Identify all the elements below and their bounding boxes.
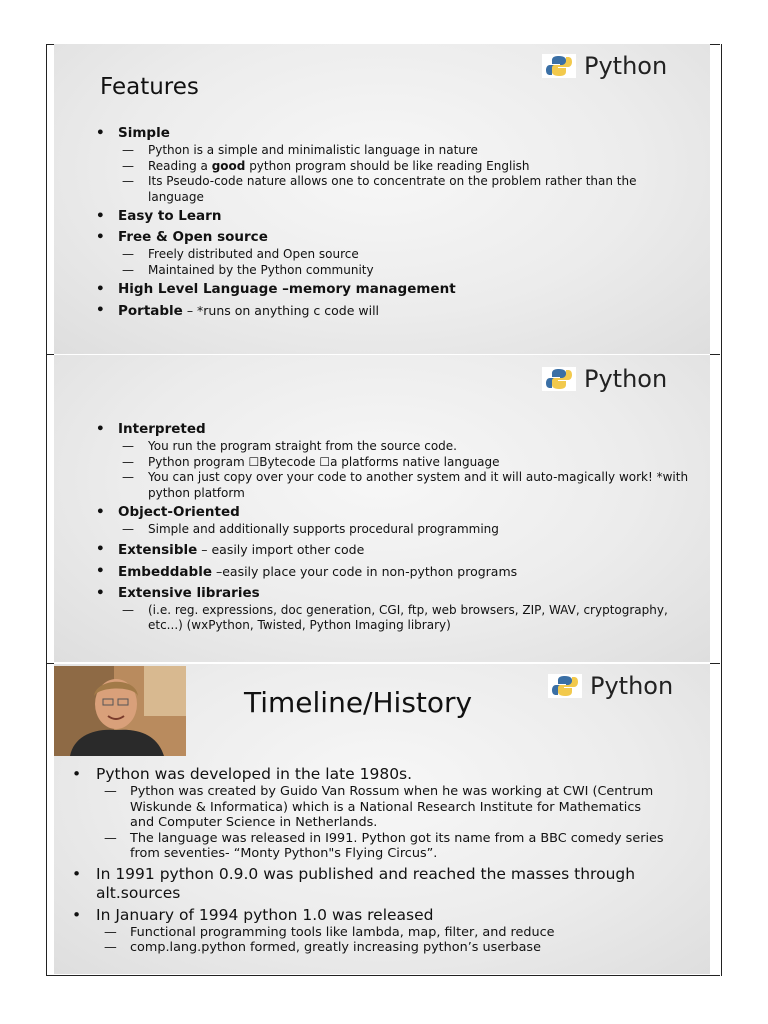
slide-features xyxy=(54,44,710,354)
sub-item xyxy=(118,159,694,175)
python-logo xyxy=(542,52,667,80)
sub-item: — You run the program straight from the source code. xyxy=(118,439,694,455)
sub-item: — Python is a simple and minimalistic language in nature xyxy=(118,143,694,159)
bullet-item xyxy=(94,124,694,205)
sub-item: — (i.e. reg. expressions, doc generation, CGI, ftp, web browsers, ZIP, WAV, cryptography, etc...) (wxPython, Twisted, Python Imaging library) xyxy=(118,603,694,634)
sub-item: — comp.lang.python formed, greatly increasing python’s userbase xyxy=(100,940,666,956)
bullet-label: High Level Language –memory management xyxy=(118,281,456,297)
bullet-label: Easy to Learn xyxy=(118,208,222,224)
python-logo-icon xyxy=(542,54,576,78)
slide-title: Features xyxy=(100,74,199,100)
guido-photo xyxy=(54,666,186,756)
bullet-label: Python was developed in the late 1980s. xyxy=(96,765,413,783)
python-logo xyxy=(548,672,673,700)
python-logo-word: Python xyxy=(584,365,668,393)
bullet-label: In 1991 python 0.9.0 was published and reached the masses through alt.sources xyxy=(96,864,636,902)
sub-item: — Maintained by the Python community xyxy=(118,263,694,279)
bullet-detail: – easily import other code xyxy=(197,541,365,557)
python-logo-word: Python xyxy=(584,52,668,80)
python-logo xyxy=(542,365,667,393)
sub-item: — Its Pseudo-code nature allows one to concentrate on the problem rather than the language xyxy=(118,174,694,205)
bullet-label: Portable xyxy=(118,303,183,319)
bullet-item xyxy=(94,301,694,321)
sub-list xyxy=(100,784,666,862)
bullet-item xyxy=(66,765,666,862)
bullet-item xyxy=(66,906,666,956)
bullet-item xyxy=(94,540,694,560)
slide-interpreted xyxy=(54,355,710,662)
frame-tick xyxy=(46,663,54,664)
python-logo-icon xyxy=(542,367,576,391)
bullet-item xyxy=(94,503,694,538)
bullet-item xyxy=(94,280,694,299)
frame-tick xyxy=(710,663,720,664)
bullet-label: Interpreted xyxy=(118,421,206,437)
emphasis-text: good xyxy=(211,158,246,173)
bullet-item xyxy=(66,865,666,903)
sub-text: Reading a xyxy=(148,158,212,173)
sub-item: — Python was created by Guido Van Rossum when he was working at CWI (Centrum Wiskunde & Informatica) which is a National Research Institute for Mathematics and Computer Science in Netherlands. xyxy=(100,784,666,831)
sub-list xyxy=(118,247,694,278)
bullet-list xyxy=(94,122,694,321)
sub-list xyxy=(118,522,694,538)
sub-item: — The language was released in I991. Python got its name from a BBC comedy series from seventies- “Monty Python"s Flying Circus”. xyxy=(100,831,666,862)
python-logo-icon xyxy=(548,674,582,698)
frame-tick xyxy=(46,354,54,355)
bullet-label: Embeddable xyxy=(118,563,212,580)
bullet-label: Simple xyxy=(118,125,170,141)
python-logo-word: Python xyxy=(590,672,674,700)
frame-tick xyxy=(46,975,720,976)
frame-tick xyxy=(710,354,720,355)
bullet-list xyxy=(94,418,694,634)
sub-list xyxy=(118,143,694,205)
bullet-item xyxy=(94,420,694,501)
bullet-label: Extensible xyxy=(118,541,198,558)
bullet-item xyxy=(94,584,694,634)
sub-list xyxy=(118,603,694,634)
bullet-detail: – *runs on anything c code will xyxy=(182,303,380,318)
bullet-item xyxy=(94,207,694,226)
slide-timeline xyxy=(54,664,710,974)
bullet-detail: –easily place your code in non-python programs xyxy=(212,563,518,579)
sub-item: — Freely distributed and Open source xyxy=(118,247,694,263)
sub-list xyxy=(100,925,666,956)
sub-list xyxy=(118,439,694,501)
bullet-label: Extensive libraries xyxy=(118,584,260,601)
sub-item: — You can just copy over your code to another system and it will auto-magically work! *with python platform xyxy=(118,470,694,501)
slide-title: Timeline/History xyxy=(244,686,473,719)
sub-text: python program should be like reading English xyxy=(245,158,530,173)
bullet-label: In January of 1994 python 1.0 was released xyxy=(96,905,434,924)
bullet-item xyxy=(94,228,694,278)
bullet-list xyxy=(66,762,666,956)
bullet-label: Free & Open source xyxy=(118,229,268,245)
frame-tick xyxy=(710,44,720,45)
bullet-label: Object-Oriented xyxy=(118,504,240,520)
bullet-item xyxy=(94,562,694,582)
sub-item: — Python program ☐Bytecode ☐a platforms native language xyxy=(118,455,694,471)
sub-item: — Simple and additionally supports procedural programming xyxy=(118,522,694,538)
sub-item: — Functional programming tools like lambda, map, filter, and reduce xyxy=(100,925,666,941)
frame-tick xyxy=(46,44,54,45)
